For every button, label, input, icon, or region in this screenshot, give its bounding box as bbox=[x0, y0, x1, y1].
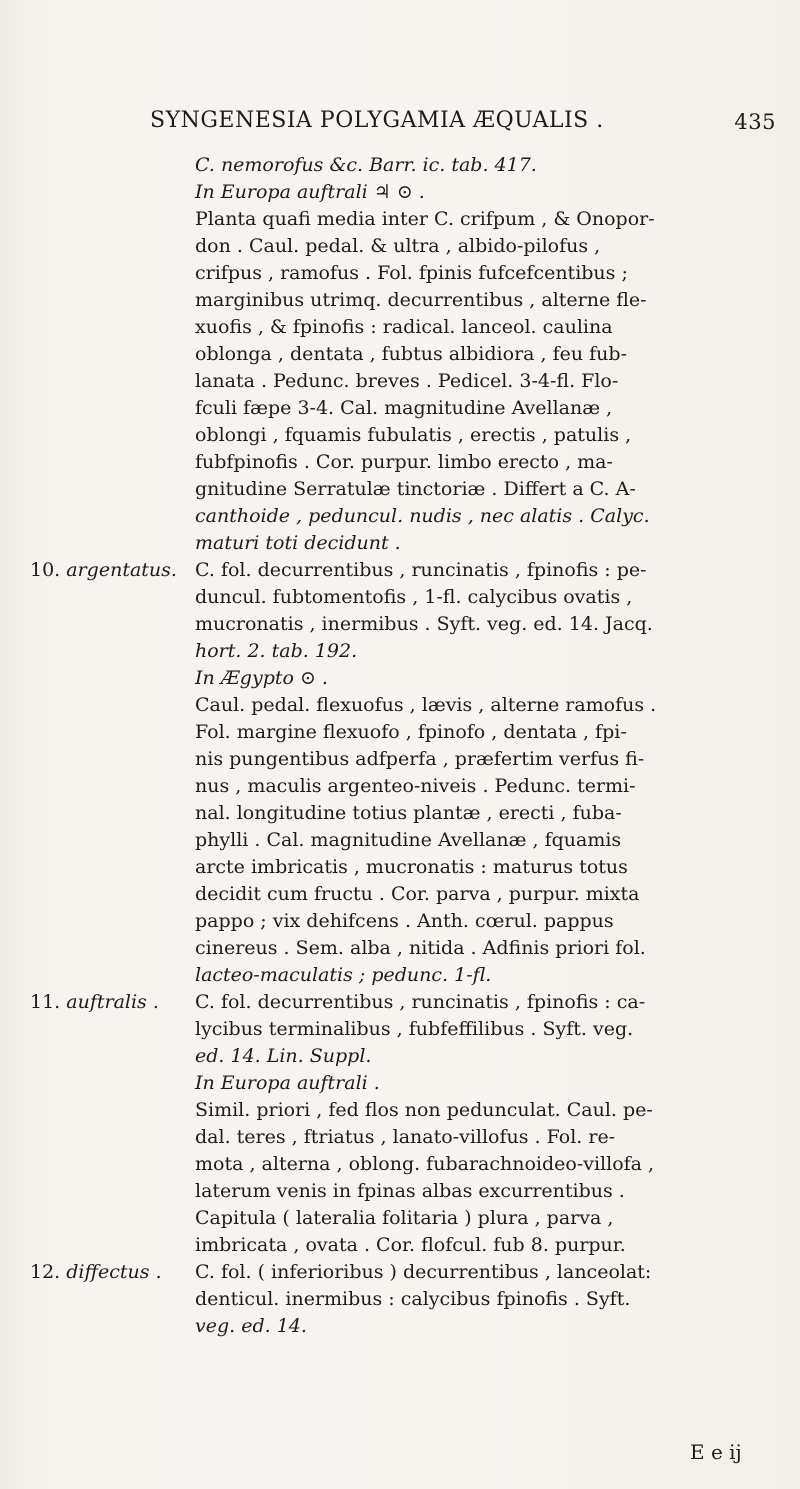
text-line: In Europa auftrali ♃ ⊙ . bbox=[195, 181, 425, 203]
text-line: Fol. margine flexuofo , fpinofo , dentata , fpi- bbox=[195, 721, 627, 743]
species-name: diffectus . bbox=[66, 1261, 162, 1283]
text-line: nal. longitudine totius plantæ , erecti , fuba- bbox=[195, 802, 622, 824]
text-line: hort. 2. tab. 192. bbox=[195, 640, 358, 662]
text-line: In Europa auftrali . bbox=[195, 1072, 380, 1094]
page-number: 435 bbox=[734, 110, 776, 134]
text-line: fubfpinofis . Cor. purpur. limbo erecto , ma- bbox=[195, 451, 613, 473]
text-line: denticul. inermibus : calycibus fpinofis . Syft. bbox=[195, 1288, 631, 1310]
species-name: argentatus. bbox=[66, 559, 177, 581]
text-line: oblongi , fquamis fubulatis , erectis , patulis , bbox=[195, 424, 632, 446]
species-label bbox=[30, 557, 177, 584]
signature-mark: E e ij bbox=[690, 1440, 742, 1464]
text-line: crifpus , ramofus . Fol. fpinis fufcefcentibus ; bbox=[195, 262, 628, 284]
text-line: laterum venis in fpinas albas excurrentibus . bbox=[195, 1180, 625, 1202]
entry-australis bbox=[195, 989, 770, 1259]
text-line: lanata . Pedunc. breves . Pedicel. 3-4-fl. Flo- bbox=[195, 370, 619, 392]
text-line: C. fol. decurrentibus , runcinatis , fpinofis : ca- bbox=[195, 991, 646, 1013]
text-line: fculi fæpe 3-4. Cal. magnitudine Avellanæ , bbox=[195, 397, 613, 419]
text-line: In Ægypto ⊙ . bbox=[195, 667, 328, 689]
text-line: mota , alterna , oblong. fubarachnoideo-villofa , bbox=[195, 1153, 655, 1175]
text-line: ed. 14. Lin. Suppl. bbox=[195, 1045, 372, 1067]
text-line: Capitula ( lateralia folitaria ) plura , parva , bbox=[195, 1207, 614, 1229]
species-name: auftralis . bbox=[66, 991, 159, 1013]
text-line: xuofis , & fpinofis : radical. lanceol. caulina bbox=[195, 316, 613, 338]
entry-argentatus bbox=[195, 557, 770, 989]
entry-dissectus bbox=[195, 1259, 770, 1340]
text-line: duncul. fubtomentofis , 1-fl. calycibus ovatis , bbox=[195, 586, 633, 608]
species-number: 12. bbox=[30, 1261, 61, 1283]
text-line: canthoide , peduncul. nudis , nec alatis . Calyc. bbox=[195, 505, 650, 527]
text-line: arcte imbricatis , mucronatis : maturus totus bbox=[195, 856, 628, 878]
entry-continuation bbox=[195, 152, 770, 557]
text-line: maturi toti decidunt . bbox=[195, 532, 401, 554]
text-line: oblonga , dentata , fubtus albidiora , feu fub- bbox=[195, 343, 627, 365]
text-line: dal. teres , ftriatus , lanato-villofus . Fol. re- bbox=[195, 1126, 616, 1148]
text-line: marginibus utrimq. decurrentibus , alterne fle- bbox=[195, 289, 647, 311]
running-title: SYNGENESIA POLYGAMIA ÆQUALIS . bbox=[150, 108, 604, 133]
text-line: nis pungentibus adfperfa , præfertim verfus fi- bbox=[195, 748, 645, 770]
text-line: lycibus terminalibus , fubfeffilibus . Syft. veg. bbox=[195, 1018, 634, 1040]
text-line: C. fol. decurrentibus , runcinatis , fpinofis : pe- bbox=[195, 559, 647, 581]
species-label bbox=[30, 989, 159, 1016]
text-line: cinereus . Sem. alba , nitida . Adfinis priori fol. bbox=[195, 937, 646, 959]
text-line: lacteo-maculatis ; pedunc. 1-fl. bbox=[195, 964, 492, 986]
text-line: veg. ed. 14. bbox=[195, 1315, 307, 1337]
text-line: don . Caul. pedal. & ultra , albido-pilofus , bbox=[195, 235, 601, 257]
text-line: pappo ; vix dehifcens . Anth. cœrul. pappus bbox=[195, 910, 614, 932]
text-line: C. fol. ( inferioribus ) decurrentibus , lanceolat: bbox=[195, 1261, 652, 1283]
text-line: mucronatis , inermibus . Syft. veg. ed. 14. Jacq. bbox=[195, 613, 653, 635]
text-line: Caul. pedal. flexuofus , lævis , alterne ramofus . bbox=[195, 694, 657, 716]
text-line: nus , maculis argenteo-niveis . Pedunc. termi- bbox=[195, 775, 636, 797]
text-line: imbricata , ovata . Cor. flofcul. fub 8. purpur. bbox=[195, 1234, 626, 1256]
text-line: C. nemorofus &c. Barr. ic. tab. 417. bbox=[195, 154, 537, 176]
species-label bbox=[30, 1259, 162, 1286]
text-line: Simil. priori , fed flos non pedunculat. Caul. pe- bbox=[195, 1099, 653, 1121]
text-line: phylli . Cal. magnitudine Avellanæ , fquamis bbox=[195, 829, 622, 851]
text-line: gnitudine Serratulæ tinctoriæ . Differt a C. A- bbox=[195, 478, 636, 500]
text-line: decidit cum fructu . Cor. parva , purpur. mixta bbox=[195, 883, 640, 905]
species-number: 10. bbox=[30, 559, 61, 581]
text-line: Planta quafi media inter C. crifpum , & Onopor- bbox=[195, 208, 655, 230]
species-number: 11. bbox=[30, 991, 61, 1013]
